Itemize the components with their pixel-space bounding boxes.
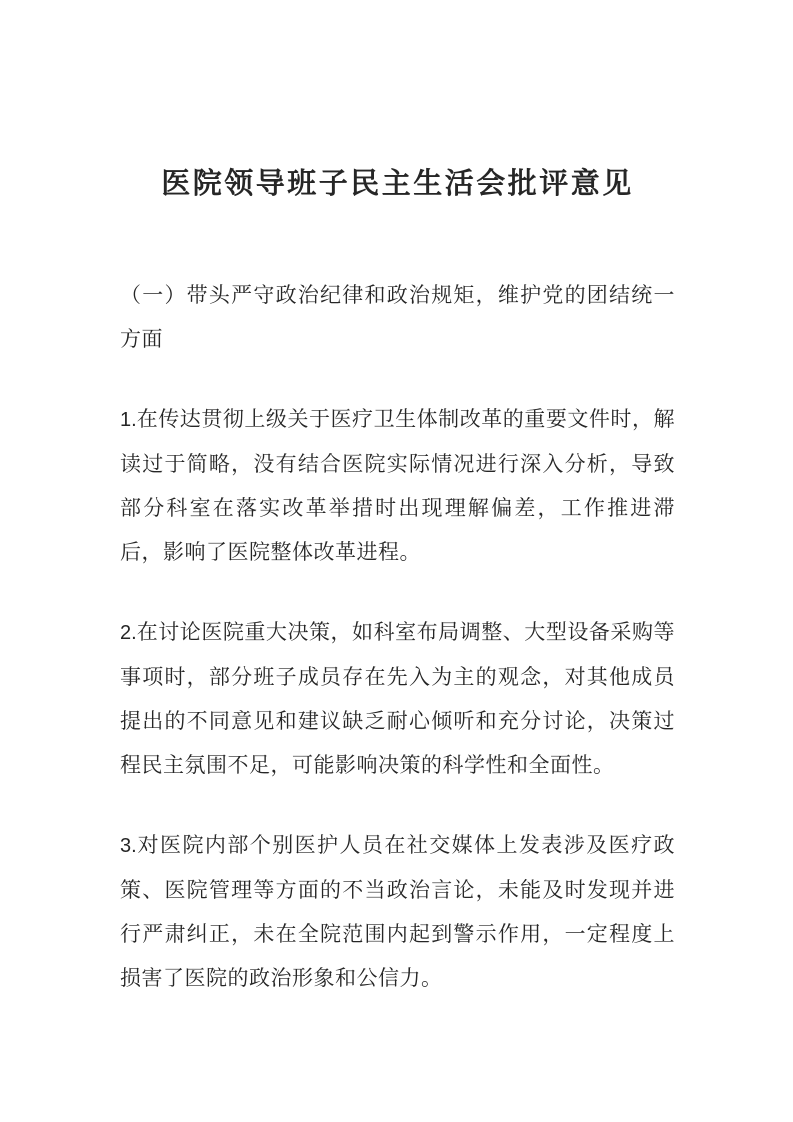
paragraph <box>120 610 675 787</box>
paragraph <box>120 823 675 1000</box>
paragraph-number: 1. <box>120 409 137 431</box>
document-title: 医院领导班子民主生活会批评意见 <box>161 168 634 200</box>
paragraph-number: 3. <box>120 835 137 857</box>
paragraph-text: 在传达贯彻上级关于医疗卫生体制改革的重要文件时，解读过于简略，没有结合医院实际情况进行深入分析，导致部分科室在落实改革举措时出现理解偏差，工作推进滞后，影响了医院整体改革进程。 <box>120 407 675 564</box>
paragraph <box>120 397 675 574</box>
paragraph-text: 对医院内部个别医护人员在社交媒体上发表涉及医疗政策、医院管理等方面的不当政治言论，未能及时发现并进行严肃纠正，未在全院范围内起到警示作用，一定程度上损害了医院的政治形象和公信力。 <box>120 833 675 990</box>
paragraph-text: 在讨论医院重大决策，如科室布局调整、大型设备采购等事项时，部分班子成员存在先入为主的观念，对其他成员提出的不同意见和建议缺乏耐心倾听和充分讨论，决策过程民主氛围不足，可能影响决策的科学性和全面性。 <box>120 620 675 777</box>
section-heading: （一）带头严守政治纪律和政治规矩，维护党的团结统一方面 <box>120 283 675 351</box>
paragraph-number: 2. <box>120 622 137 644</box>
